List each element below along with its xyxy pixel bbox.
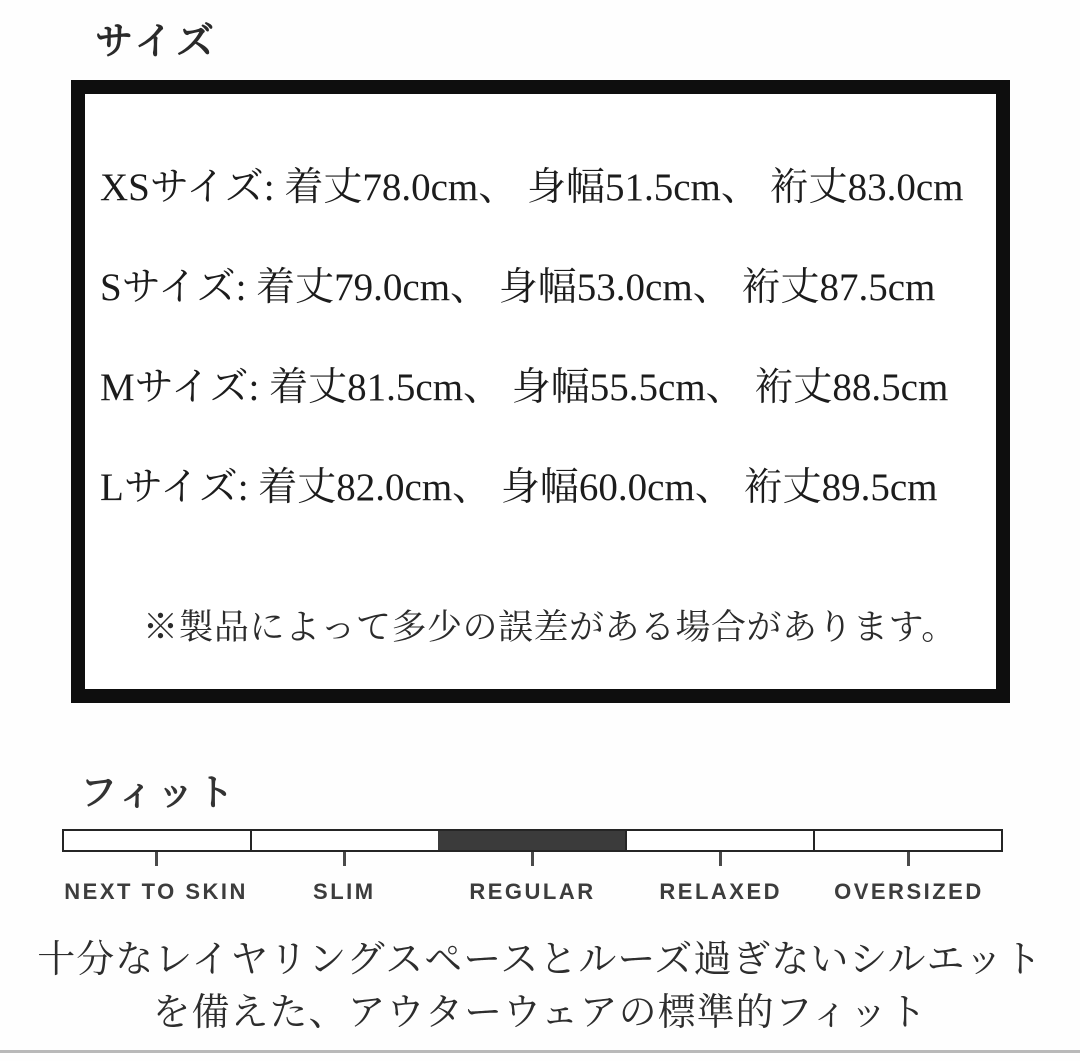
fit-option-label: NEXT TO SKIN	[64, 879, 248, 904]
size-row-s: Sサイズ: 着丈79.0cm、 身幅53.0cm、 裄丈87.5cm	[100, 266, 936, 309]
tick-mark	[907, 852, 910, 866]
tick-mark	[719, 852, 722, 866]
size-row-xs: XSサイズ: 着丈78.0cm、 身幅51.5cm、 裄丈83.0cm	[100, 166, 964, 209]
fit-option-label: REGULAR	[469, 879, 596, 904]
size-row-m: Mサイズ: 着丈81.5cm、 身幅55.5cm、 裄丈88.5cm	[100, 366, 949, 409]
fit-bar-segment	[64, 831, 250, 850]
fit-description	[0, 934, 1080, 1040]
bottom-divider-line	[0, 1050, 1080, 1053]
fit-option-label: RELAXED	[659, 879, 783, 904]
fit-bar-segment	[813, 831, 1001, 850]
fit-bar-segment	[438, 831, 626, 850]
fit-option-regular	[438, 852, 626, 905]
fit-scale-bar	[62, 829, 1003, 852]
fit-description-line2: を備えた、アウターウェアの標準的フィット	[152, 992, 928, 1034]
size-disclaimer: ※製品によって多少の誤差がある場合があります。	[143, 608, 957, 647]
fit-option-slim	[250, 852, 438, 905]
fit-option-next-to-skin	[62, 852, 250, 905]
fit-option-label: OVERSIZED	[834, 879, 984, 904]
tick-mark	[343, 852, 346, 866]
fit-option-relaxed	[627, 852, 815, 905]
tick-mark	[155, 852, 158, 866]
tick-mark	[531, 852, 534, 866]
fit-scale-labels-row	[62, 852, 1003, 905]
size-measurements-box	[71, 80, 1010, 703]
fit-option-label: SLIM	[313, 879, 376, 904]
fit-description-line1: 十分なレイヤリングスペースとルーズ過ぎないシルエット	[37, 939, 1043, 981]
size-row-l: Lサイズ: 着丈82.0cm、 身幅60.0cm、 裄丈89.5cm	[100, 466, 938, 509]
size-section-title: サイズ	[95, 21, 218, 63]
fit-bar-segment	[250, 831, 438, 850]
fit-option-oversized	[815, 852, 1003, 905]
fit-section-title: フィット	[80, 772, 238, 813]
fit-bar-segment	[625, 831, 813, 850]
